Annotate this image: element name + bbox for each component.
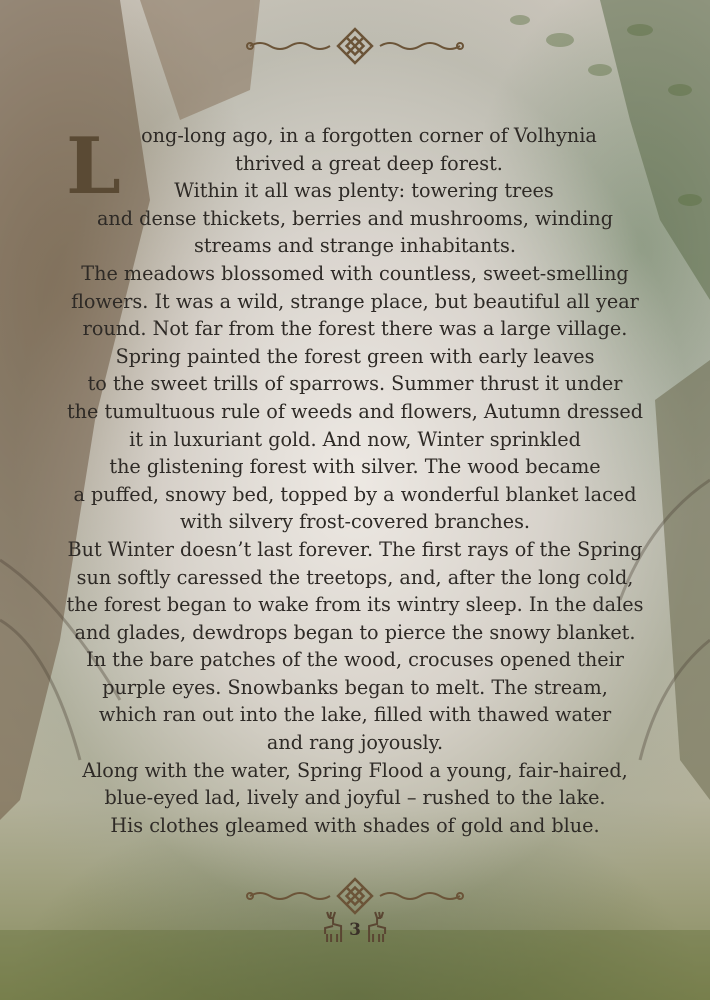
story-line: Along with the water, Spring Flood a young, fair-haired, — [82, 758, 628, 782]
story-line: His clothes gleamed with shades of gold and blue. — [110, 813, 600, 837]
story-line: the tumultuous rule of weeds and flowers, Autumn dressed — [66, 399, 644, 423]
story-line: to the sweet trills of sparrows. Summer thrust it under — [87, 372, 623, 396]
deer-icon — [367, 910, 389, 944]
story-line: the forest began to wake from its wintry sleep. In the dales — [66, 593, 644, 617]
story-line: sun softly caressed the treetops, and, after the long cold, — [76, 565, 634, 589]
story-line: and dense thickets, berries and mushrooms, winding — [96, 206, 613, 230]
story-line: and rang joyously. — [266, 731, 444, 755]
story-line: with silvery frost-covered branches. — [179, 510, 531, 534]
story-line: and glades, dewdrops began to pierce the snowy blanket. — [74, 620, 636, 644]
story-line: thrived a great deep forest. — [235, 151, 503, 175]
story-line: ong-long ago, in a forgotten corner of Volhynia — [141, 124, 597, 147]
drop-cap: L — [66, 121, 121, 212]
story-line: it in luxuriant gold. And now, Winter sprinkled — [129, 427, 581, 451]
deer-icon — [321, 910, 343, 944]
story-line: In the bare patches of the wood, crocuses opened their — [86, 648, 624, 672]
story-line: purple eyes. Snowbanks began to melt. The stream, — [102, 675, 608, 699]
story-line: a puffed, snowy bed, topped by a wonderful blanket laced — [73, 482, 637, 506]
page-footer — [321, 910, 389, 944]
story-line: The meadows blossomed with countless, sweet-smelling — [81, 261, 629, 285]
story-line: But Winter doesn’t last forever. The first rays of the Spring — [67, 537, 643, 561]
story-line: which ran out into the lake, filled with thawed water — [98, 703, 612, 727]
story-line: the glistening forest with silver. The wood became — [109, 455, 601, 479]
story-text — [22, 122, 688, 839]
page-number: 3 — [349, 920, 361, 940]
story-line: streams and strange inhabitants. — [194, 234, 516, 258]
story-line: round. Not far from the forest there was a large village. — [82, 317, 628, 341]
story-line: Within it all was plenty: towering trees — [174, 179, 554, 203]
story-line: blue-eyed lad, lively and joyful – rushed to the lake. — [104, 786, 606, 810]
story-line: Spring painted the forest green with early leaves — [115, 344, 595, 368]
knot-ornament-icon — [240, 26, 470, 66]
story-line: flowers. It was a wild, strange place, but beautiful all year — [71, 289, 639, 313]
